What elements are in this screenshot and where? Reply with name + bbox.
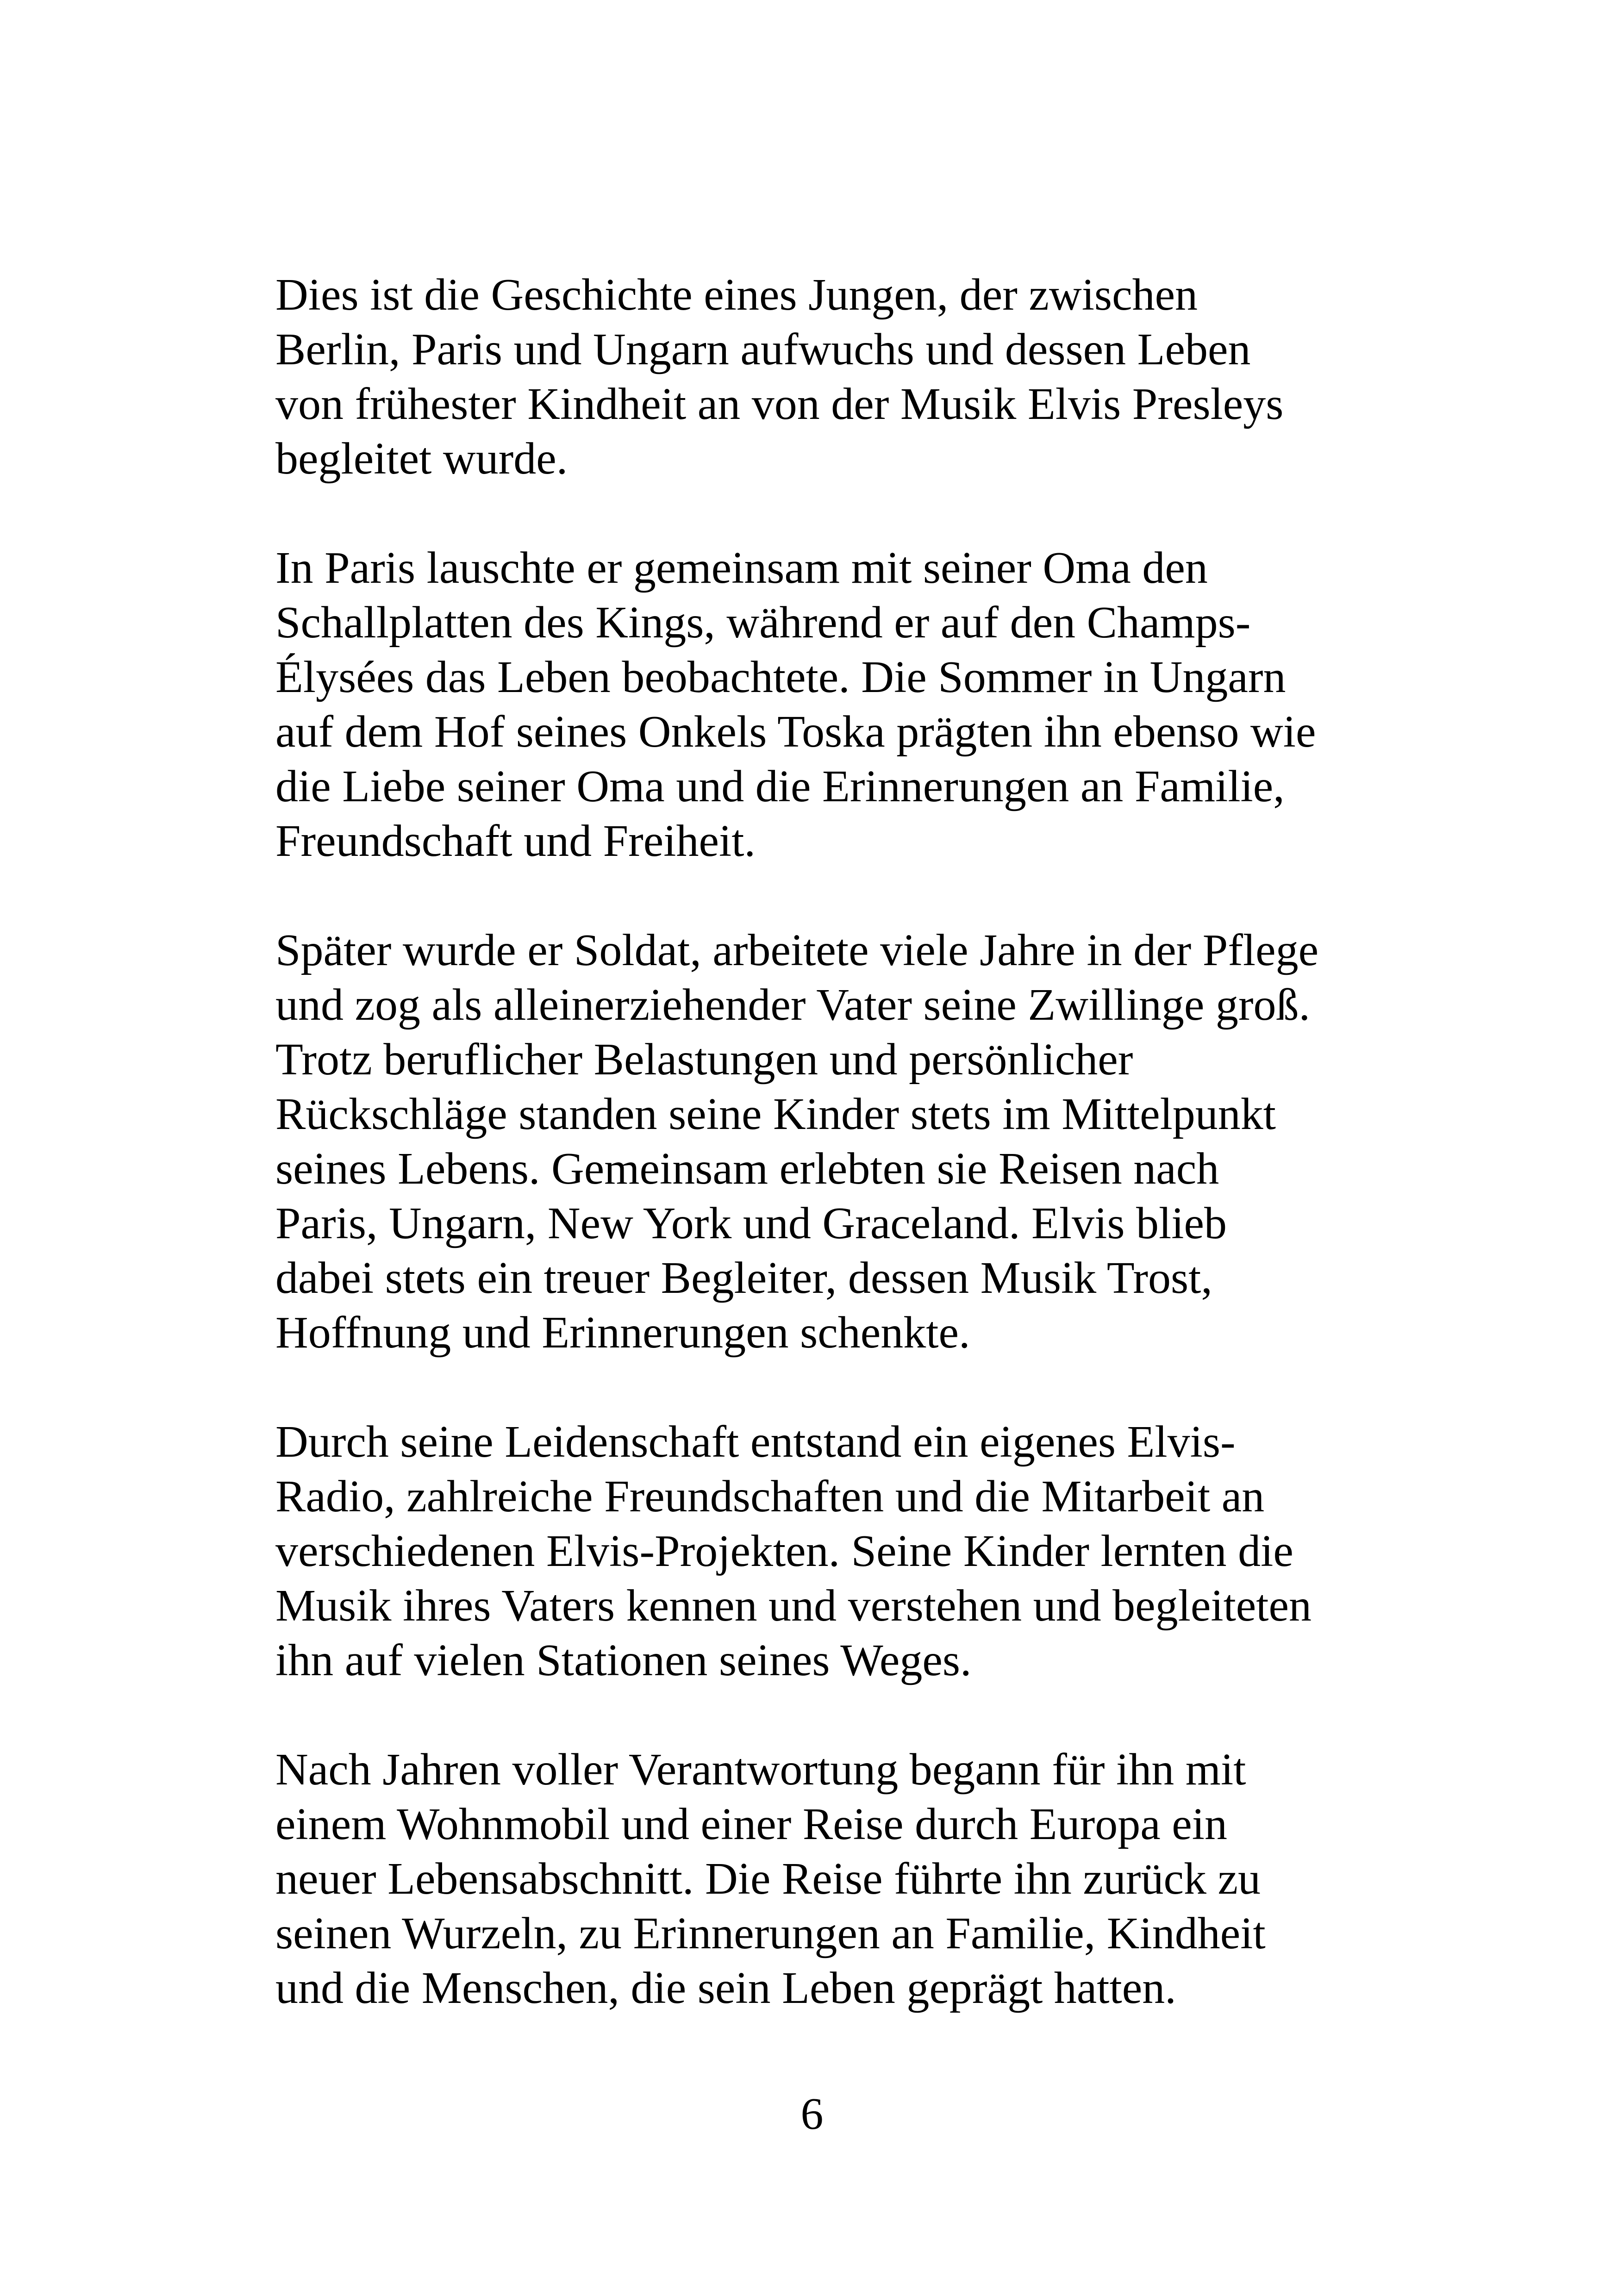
text-line: begleitet wurde.	[275, 434, 568, 484]
text-line: neuer Lebensabschnitt. Die Reise führte ihn zurück zu	[275, 1854, 1261, 1904]
paragraph-4	[275, 1415, 1387, 1688]
text-line: dabei stets ein treuer Begleiter, dessen Musik Trost,	[275, 1253, 1212, 1303]
paragraph-5	[275, 1742, 1387, 2015]
text-line: Rückschläge standen seine Kinder stets im Mittelpunkt	[275, 1089, 1276, 1139]
text-line: und zog als alleinerziehender Vater seine Zwillinge groß.	[275, 980, 1311, 1030]
paragraph-1	[275, 268, 1387, 486]
text-line: Nach Jahren voller Verantwortung begann für ihn mit	[275, 1745, 1246, 1795]
text-line: Hoffnung und Erinnerungen schenkte.	[275, 1308, 970, 1358]
text-line: von frühester Kindheit an von der Musik Elvis Presleys	[275, 379, 1284, 429]
text-line: Musik ihres Vaters kennen und verstehen und begleiteten	[275, 1581, 1312, 1631]
text-line: und die Menschen, die sein Leben geprägt hatten.	[275, 1963, 1176, 2013]
text-line: Berlin, Paris und Ungarn aufwuchs und dessen Leben	[275, 324, 1251, 374]
text-line: Durch seine Leidenschaft entstand ein eigenes Elvis-	[275, 1417, 1236, 1467]
text-line: Freundschaft und Freiheit.	[275, 816, 756, 866]
text-line: seinen Wurzeln, zu Erinnerungen an Familie, Kindheit	[275, 1908, 1266, 1958]
text-line: auf dem Hof seines Onkels Toska prägten ihn ebenso wie	[275, 707, 1316, 757]
text-line: Élysées das Leben beobachtete. Die Sommer in Ungarn	[275, 652, 1286, 702]
text-line: Dies ist die Geschichte eines Jungen, der zwischen	[275, 270, 1198, 320]
text-line: einem Wohnmobil und einer Reise durch Europa ein	[275, 1799, 1227, 1849]
paragraph-2	[275, 541, 1387, 868]
paragraph-3	[275, 923, 1387, 1360]
text-line: Radio, zahlreiche Freundschaften und die Mitarbeit an	[275, 1472, 1265, 1522]
page-number: 6	[800, 2089, 824, 2139]
text-line: Paris, Ungarn, New York und Graceland. Elvis blieb	[275, 1198, 1227, 1248]
text-line: seines Lebens. Gemeinsam erlebten sie Reisen nach	[275, 1144, 1219, 1194]
text-line: Später wurde er Soldat, arbeitete viele Jahre in der Pflege	[275, 925, 1319, 975]
text-line: die Liebe seiner Oma und die Erinnerungen an Familie,	[275, 761, 1285, 811]
text-line: verschiedenen Elvis-Projekten. Seine Kinder lernten die	[275, 1526, 1293, 1576]
text-line: In Paris lauschte er gemeinsam mit seiner Oma den	[275, 543, 1208, 593]
text-line: ihn auf vielen Stationen seines Weges.	[275, 1635, 972, 1685]
text-line: Trotz beruflicher Belastungen und persönlicher	[275, 1035, 1133, 1085]
text-line: Schallplatten des Kings, während er auf den Champs-	[275, 598, 1251, 648]
body-text	[275, 268, 1387, 2070]
